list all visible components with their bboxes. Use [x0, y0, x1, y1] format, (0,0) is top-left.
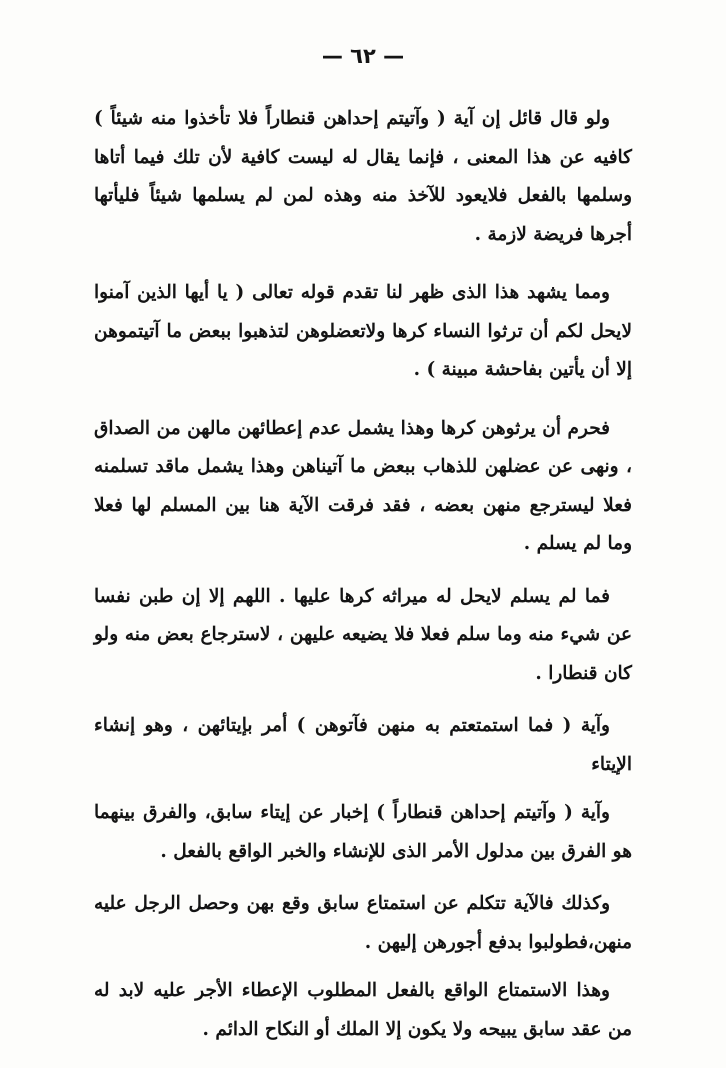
paragraph-6: وآية ( وآتيتم إحداهن قنطاراً ) إخبار عن إيتاء سابق، والفرق بينهما هو الفرق بين مدلول الأمر الذى للإنشاء والخبر الواقع بالفعل .: [94, 802, 632, 862]
paragraph-7: وكذلك فالآية تتكلم عن استمتاع سابق وقع بهن وحصل الرجل عليه منهن،فطولبوا بدفع أجورهن إليهن .: [94, 893, 632, 953]
paragraph-5: وآية ( فما استمتعتم به منهن فآتوهن ) أمر بإيتائهن ، وهو إنشاء الإيتاء: [94, 715, 632, 775]
paragraph-1: ولو قال قائل إن آية ( وآتيتم إحداهن قنطاراً فلا تأخذوا منه شيئاً ) كافيه عن هذا المعنى ، فإنما يقال له ليست كافية لأن تلك فيما أتاها وسلمها بالفعل فلايعود للآخذ منه وهذه لمن لم يسلمها شيئاً فليأتها أجرها فريضة لازمة .: [94, 108, 632, 245]
paragraph-3: فحرم أن يرثوهن كرها وهذا يشمل عدم إعطائهن مالهن من الصداق ، ونهى عن عضلهن للذهاب ببعض ما آتيناهن وهذا يشمل ماقد تسلمنه فعلا ليسترجع منهن بعضه ، فقد فرقت الآية هنا بين المسلم لها فعلا وما لم يسلم .: [94, 417, 632, 554]
page-number: — ٦٢ —: [321, 44, 405, 68]
paragraph-2: ومما يشهد هذا الذى ظهر لنا تقدم قوله تعالى ( يا أيها الذين آمنوا لايحل لكم أن ترثوا النساء كرها ولاتعضلوهن لتذهبوا ببعض ما آتيتموهن إلا أن يأتين بفاحشة مبينة ) .: [94, 282, 632, 380]
paragraph-8: وهذا الاستمتاع الواقع بالفعل المطلوب الإعطاء الأجر عليه لابد له من عقد سابق يبيحه ولا يكون إلا الملك أو النكاح الدائم .: [94, 980, 632, 1040]
paragraph-4: فما لم يسلم لايحل له ميراثه كرها عليها . اللهم إلا إن طبن نفسا عن شيء منه وما سلم فعلا فلا يضيعه عليهن ، لاسترجاع بعض منه ولو كان قنطارا .: [94, 585, 632, 684]
body-text: [94, 100, 632, 1049]
